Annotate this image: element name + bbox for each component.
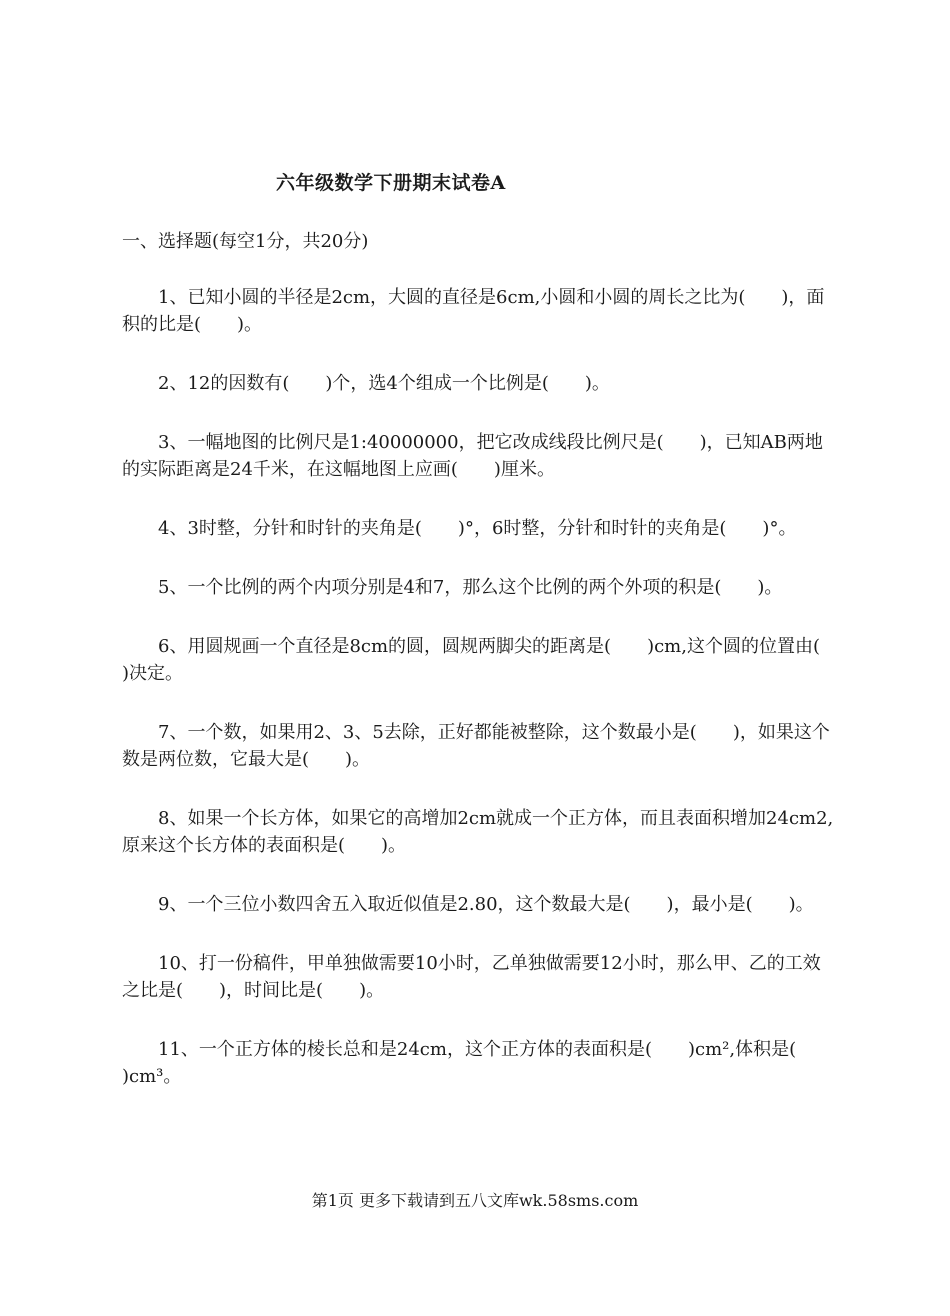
question-4: 4、3时整，分针和时针的夹角是( )°，6时整，分针和时针的夹角是( )°。 — [158, 518, 797, 539]
page-title: 六年级数学下册期末试卷A — [276, 172, 506, 194]
question-9: 9、一个三位小数四舍五入取近似值是2.80，这个数最大是( )，最小是( )。 — [158, 894, 814, 915]
question-8: 8、如果一个长方体，如果它的高增加2cm就成一个正方体，而且表面积增加24cm2,原来这个长方体的表面积是( )。 — [122, 808, 834, 856]
question-11: 11、一个正方体的棱长总和是24cm，这个正方体的表面积是( )cm²,体积是( )cm³。 — [122, 1039, 833, 1087]
question-7: 7、一个数，如果用2、3、5去除，正好都能被整除，这个数最小是( )，如果这个数是两位数，它最大是( )。 — [122, 722, 830, 770]
question-list — [122, 284, 856, 1122]
question-5: 5、一个比例的两个内项分别是4和7，那么这个比例的两个外项的积是( )。 — [158, 577, 783, 598]
question-3: 3、一幅地图的比例尺是1:40000000，把它改成线段比例尺是( )，已知AB两地的实际距离是24千米，在这幅地图上应画( )厘米。 — [122, 432, 823, 480]
question-2: 2、12的因数有( )个，选4个组成一个比例是( )。 — [158, 373, 610, 394]
question-10: 10、打一份稿件，甲单独做需要10小时，乙单独做需要12小时，那么甲、乙的工效之比是( )，时间比是( )。 — [122, 953, 821, 1001]
section-heading: 一、选择题(每空1分，共20分) — [122, 231, 369, 252]
question-6: 6、用圆规画一个直径是8cm的圆，圆规两脚尖的距离是( )cm,这个圆的位置由( )决定。 — [122, 636, 856, 684]
page-footer: 第1页 更多下载请到五八文库wk.58sms.com — [311, 1191, 639, 1210]
question-1: 1、已知小圆的半径是2cm，大圆的直径是6cm,小圆和小圆的周长之比为( )，面积的比是( )。 — [122, 287, 825, 335]
